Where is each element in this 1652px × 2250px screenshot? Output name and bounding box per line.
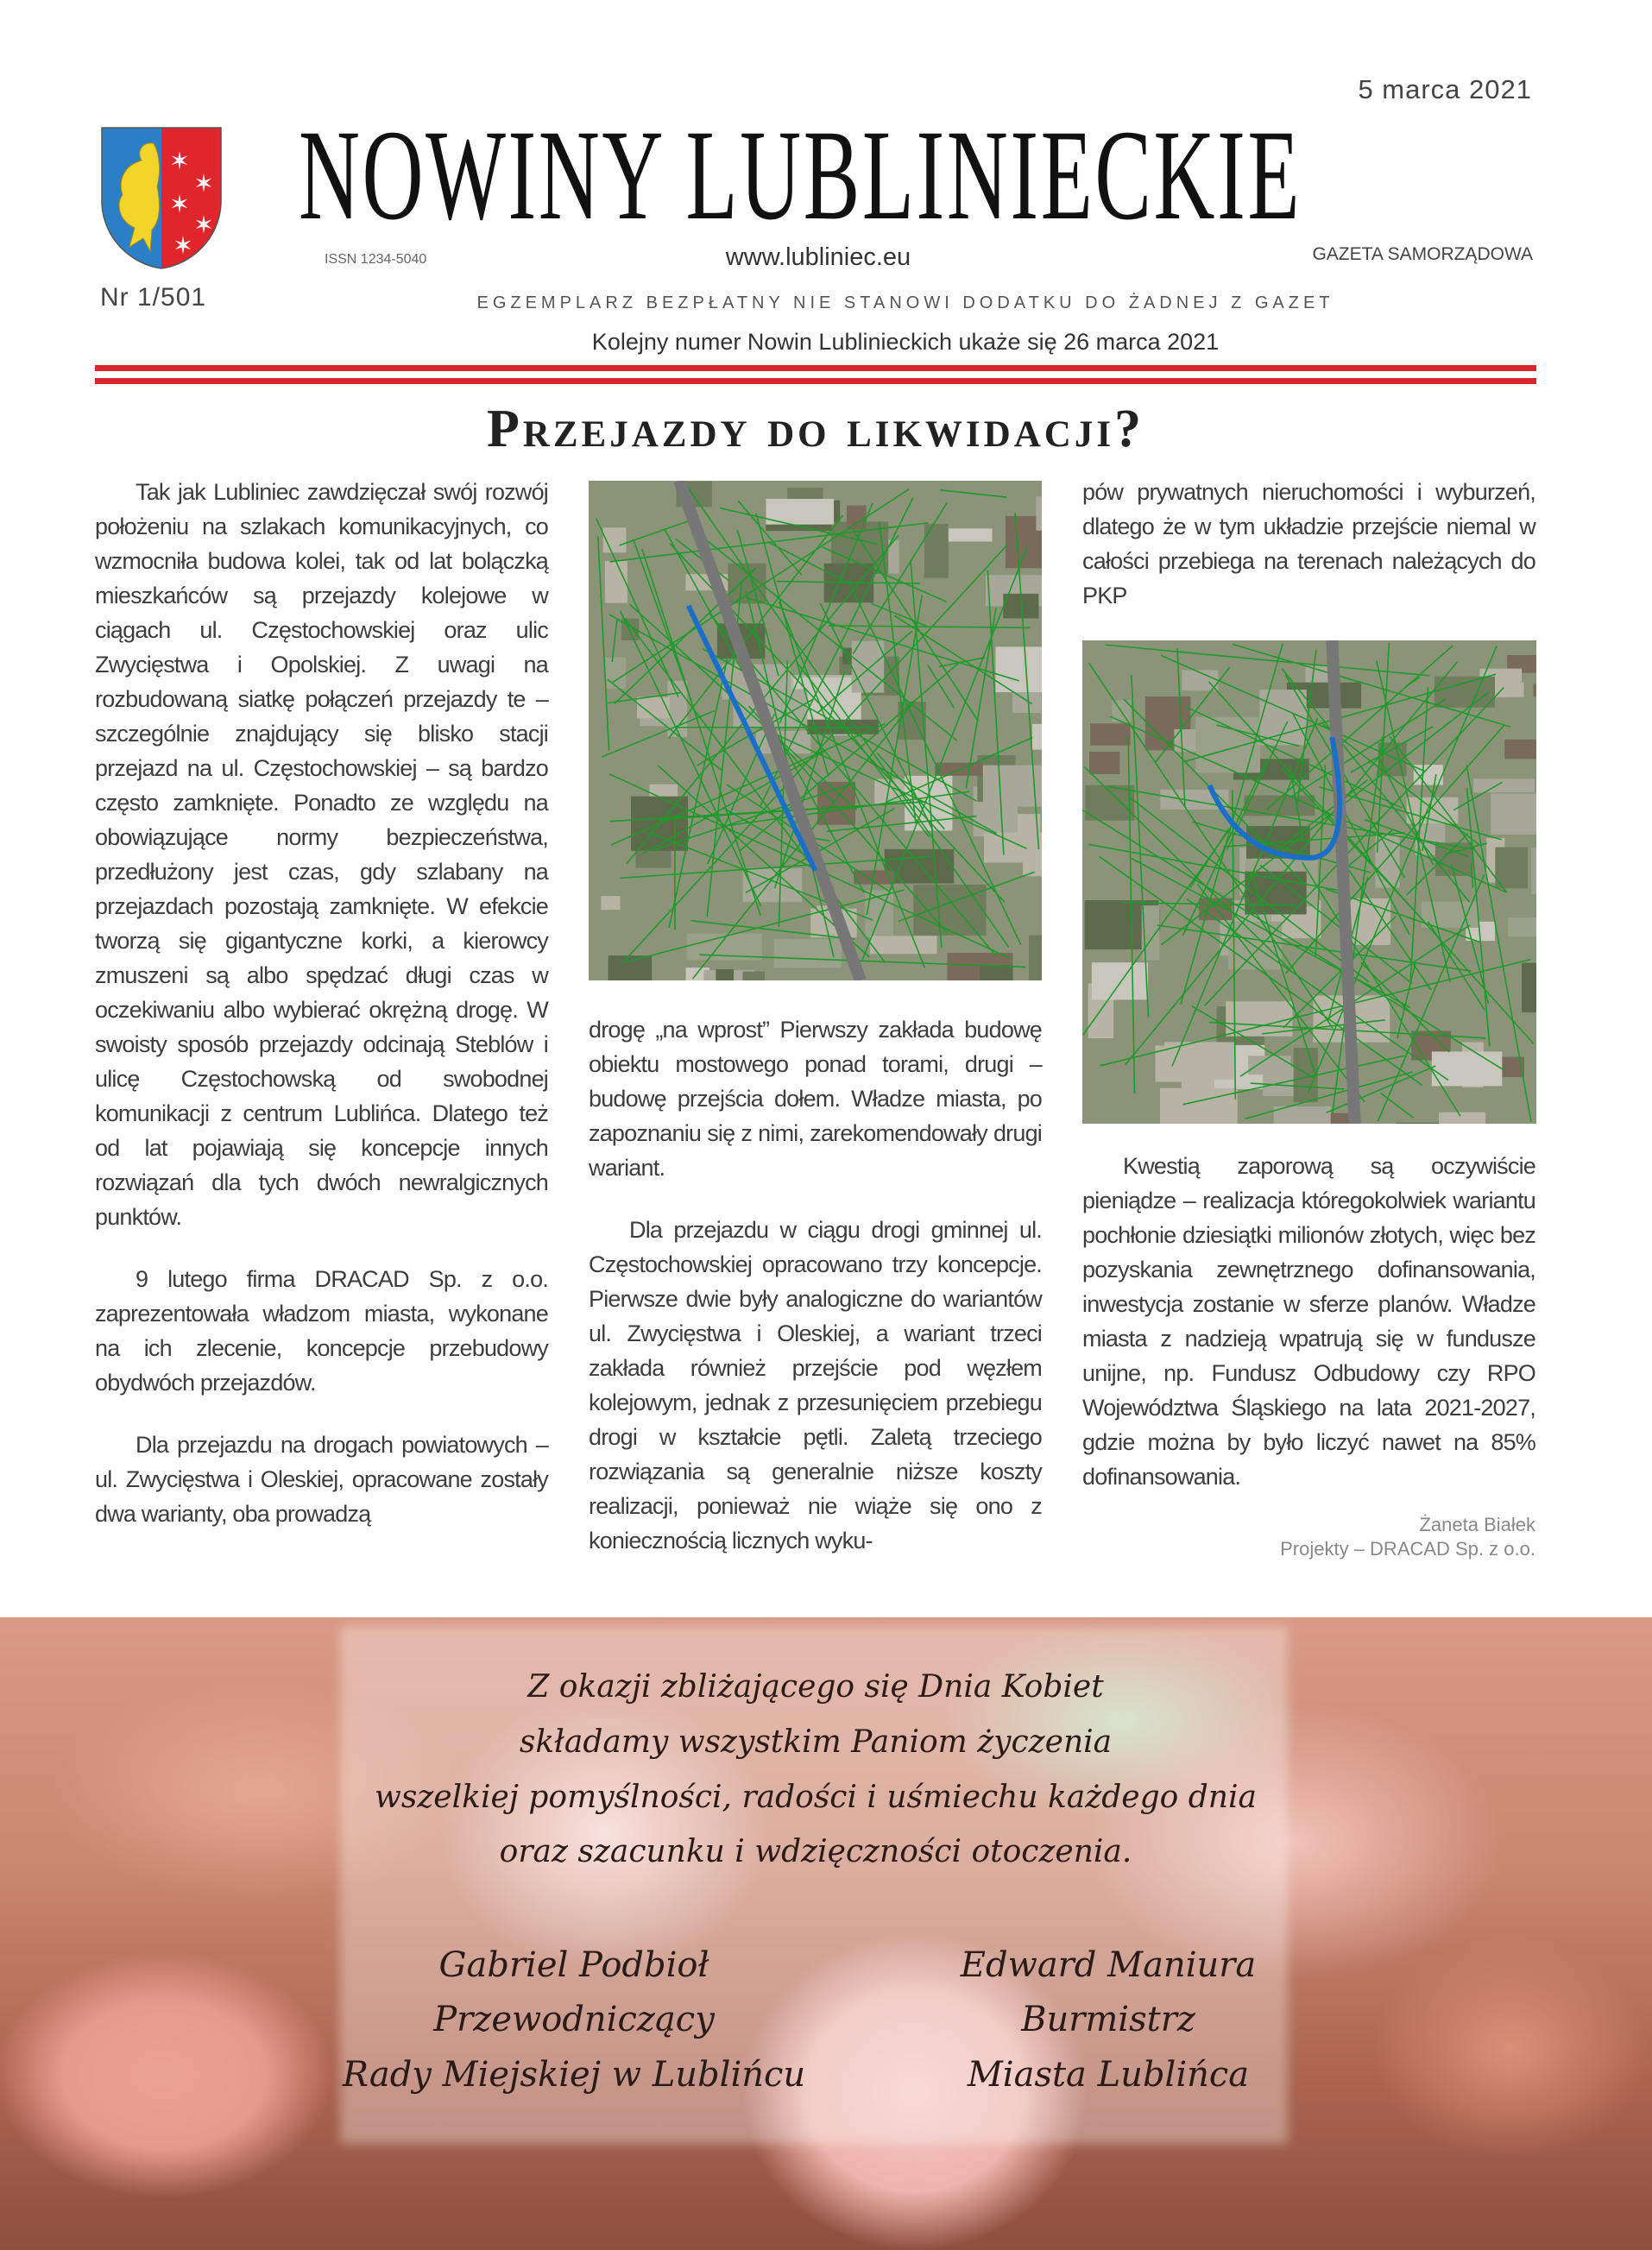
map-building bbox=[948, 528, 992, 541]
author: Żaneta Białek bbox=[1419, 1514, 1535, 1535]
map-building bbox=[980, 965, 1012, 980]
map-building bbox=[1491, 794, 1536, 835]
divider-line bbox=[95, 365, 1536, 371]
map-building bbox=[1032, 724, 1042, 750]
signatory-right-role: Burmistrz bbox=[1021, 2000, 1195, 2039]
signatory-left-role: Przewodniczący bbox=[433, 2000, 715, 2039]
map-building bbox=[605, 658, 626, 689]
map-building bbox=[1439, 1112, 1485, 1124]
paragraph: Tak jak Lubliniec zawdzięczał swój rozwój położeniu na szlakach komunikacyjnych, co wzmocniła budowa kolei, tak od lat bolączką mieszkańców są przejazdy kolejowe w ciągach ul. Częstochowskiej oraz ulic Zwycięstwa i Opolskiej. Z uwagi na rozbudowaną siatkę połączeń przejazdy te – szczególnie znajdujący się blisko stacji przejazd na ul. Częstochowskiej – są bardzo często zamknięte. Ponadto ze względu na obowiązujące normy bezpieczeństwa, przedłużony jest czas, gdy szlabany na przejazdach pozostają zamknięte. W efekcie tworzą się gigantyczne korki, a kierowcy zmuszeni są albo spędzać długi czas w oczekiwaniu albo wybierać okrężną drogę. W swoisty sposób przejazdy odcinają Steblów i ulicę Częstochowską od swobodnej komunikacji z centrum Lublińca. Dlatego też od lat pojawiają się koncepcje innych rozwiązań dla tych dwóch newralgicznych punktów. bbox=[95, 479, 548, 1230]
project-map-image-2 bbox=[1082, 640, 1536, 1124]
map-building bbox=[1090, 723, 1131, 745]
next-issue-notice: Kolejny numer Nowin Lublinieckich ukaże się 26 marca 2021 bbox=[591, 329, 1220, 355]
issue-date: 5 marca 2021 bbox=[1358, 74, 1532, 104]
signatory-right-org: Miasta Lublińca bbox=[967, 2055, 1250, 2095]
article-headline: Przejazdy do likwidacji? bbox=[486, 400, 1145, 458]
map-building bbox=[1036, 496, 1042, 530]
article-column-3 bbox=[1082, 475, 1535, 613]
map-building bbox=[1508, 917, 1536, 936]
paragraph: drogę „na wprost” Pierwszy zakłada budowę obiektu mostowego ponad torami, drugi – budowę przejścia dołem. Władze miasta, po zapoznaniu się z nimi, zarekomendowały drugi wariant. bbox=[589, 1017, 1042, 1181]
article-column-1 bbox=[95, 475, 548, 1531]
svg-text:✶: ✶ bbox=[193, 169, 214, 198]
map-building bbox=[870, 936, 937, 954]
svg-text:✶: ✶ bbox=[193, 211, 214, 239]
article-column-3-continued bbox=[1082, 1149, 1535, 1561]
article-credits bbox=[1082, 1513, 1535, 1561]
paragraph: 9 lutego firma DRACAD Sp. z o.o. zaprezentowała władzom miasta, wykonane na ich zlecenie, koncepcje przebudowy obydwóch przejazdów. bbox=[95, 1266, 548, 1396]
map-building bbox=[773, 939, 842, 967]
map-building bbox=[1434, 677, 1495, 708]
map-building bbox=[913, 885, 986, 936]
greeting-line: Z okazji zbliżającego się Dnia Kobiet bbox=[527, 1669, 1104, 1705]
map-building bbox=[935, 763, 981, 776]
map-building bbox=[608, 955, 653, 980]
svg-text:✶: ✶ bbox=[169, 190, 190, 218]
signatory-left-name: Gabriel Podbioł bbox=[438, 1945, 709, 1985]
issue-number: Nr 1/501 bbox=[100, 283, 207, 312]
womens-day-greeting-banner bbox=[0, 1617, 1652, 2250]
website-link[interactable]: www.lubliniec.eu bbox=[725, 243, 911, 271]
map-building bbox=[924, 524, 949, 578]
paragraph: Dla przejazdu na drogach powiatowych – ul. Zwycięstwa i Oleskiej, opracowane zostały dwa warianty, oba prowadzą bbox=[95, 1432, 548, 1527]
map-building bbox=[1195, 717, 1260, 773]
paragraph: Dla przejazdu w ciągu drogi gminnej ul. Częstochowskiej opracowano trzy koncepcje. Pierwsze dwie były analogiczne do wariantów ul. Zwycięstwa i Oleskiej, a wariant trzeci zakłada również przejście pod węzłem kolejowym, jednak z przesunięciem przebiegu drogi w kształcie pętli. Zaletą trzeciego rozwiązania są generalnie niższe koszty realizacji, ponieważ nie wiąże się ono z koniecznością licznych wyku- bbox=[589, 1217, 1042, 1554]
newspaper-subtitle: GAZETA SAMORZĄDOWA bbox=[1312, 244, 1533, 264]
map-building bbox=[1531, 848, 1536, 894]
map-building bbox=[1522, 963, 1536, 1012]
issn: ISSN 1234-5040 bbox=[325, 252, 427, 267]
svg-text:✶: ✶ bbox=[173, 231, 193, 260]
map-building bbox=[601, 896, 620, 910]
project-map-image-1 bbox=[589, 481, 1042, 980]
svg-text:✶: ✶ bbox=[169, 147, 190, 175]
map-building bbox=[1534, 684, 1536, 696]
paragraph: pów prywatnych nieruchomości i wyburzeń, dlatego że w tym układzie przejście niemal w całości przebiega na terenach należących do PKP bbox=[1082, 479, 1535, 608]
map-building bbox=[1029, 936, 1042, 980]
map-building bbox=[1432, 1051, 1503, 1086]
map-building bbox=[605, 561, 627, 603]
map-building bbox=[1089, 752, 1119, 774]
coat-of-arms-logo bbox=[100, 126, 223, 270]
map-building bbox=[1473, 778, 1535, 792]
image-credit: Projekty – DRACAD Sp. z o.o. bbox=[1280, 1538, 1535, 1560]
map-building bbox=[984, 833, 1042, 863]
map-building bbox=[743, 972, 765, 980]
paragraph: Kwestią zaporową są oczywiście pieniądze – realizacja któregokolwiek wariantu pochłonie dziesiątki milionów złotych, więc bez pozyskania zewnętrznego dofinansowania, inwestycja zostanie w sferze planów. Władze miasta z nadzieją wpatrują się w fundusze unijne, np. Fundusz Odbudowy czy RPO Województwa Śląskiego na lata 2021-2027, gdzie można by było liczyć nawet na 85% dofinansowania. bbox=[1082, 1153, 1535, 1490]
newspaper-title: NOWINY LUBLINIECKIE bbox=[299, 104, 1302, 247]
signatory-right-name: Edward Maniura bbox=[960, 1945, 1257, 1985]
map-building bbox=[1504, 740, 1536, 759]
signatory-left-org: Rady Miejskiej w Lublińcu bbox=[342, 2055, 806, 2095]
map-building bbox=[1495, 848, 1528, 889]
greeting-line: składamy wszystkim Paniom życzenia bbox=[519, 1724, 1113, 1760]
map-building bbox=[1092, 962, 1148, 999]
greeting-line: wszelkiej pomyślności, radości i uśmiechu każdego dnia bbox=[375, 1780, 1257, 1815]
map-building bbox=[716, 969, 734, 980]
divider-line bbox=[95, 378, 1536, 384]
article-column-2 bbox=[589, 1012, 1042, 1558]
greeting-line: oraz szacunku i wdzięczności otoczenia. bbox=[499, 1834, 1132, 1869]
free-copy-notice: EGZEMPLARZ BEZPŁATNY NIE STANOWI DODATKU DO ŻADNEJ Z GAZET bbox=[476, 293, 1334, 312]
